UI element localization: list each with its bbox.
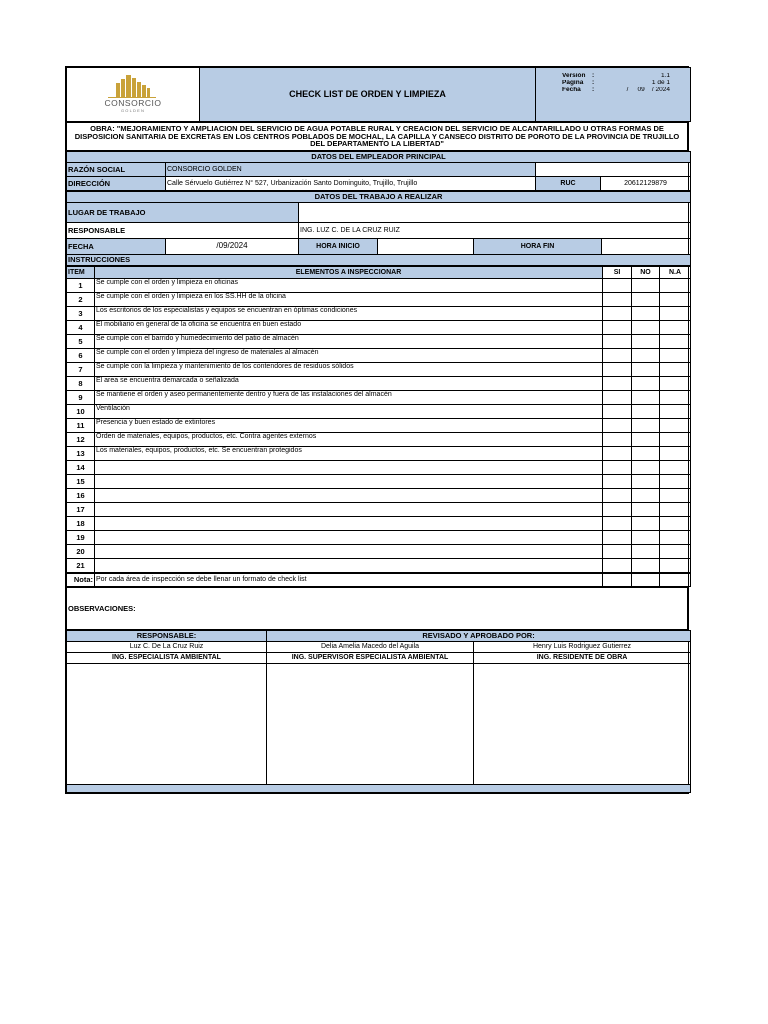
item-number: 20 [67, 545, 95, 559]
responsable-header: RESPONSABLE: [67, 631, 267, 642]
item-text: Los escritorios de los especialistas y equipos se encuentran en óptimas condiciones [95, 307, 603, 321]
hora-fin-label: HORA FIN [474, 239, 602, 255]
na-checkbox[interactable] [660, 489, 691, 503]
no-checkbox[interactable] [632, 419, 660, 433]
si-checkbox[interactable] [603, 433, 632, 447]
item-text [95, 517, 603, 531]
na-checkbox[interactable] [660, 391, 691, 405]
item-text: Se cumple con el orden y limpieza en los SS.HH de la oficina [95, 293, 603, 307]
si-checkbox[interactable] [603, 363, 632, 377]
item-text [95, 489, 603, 503]
item-number: 3 [67, 307, 95, 321]
work-table [66, 191, 691, 266]
hora-inicio-value[interactable] [378, 239, 474, 255]
checklist-row [67, 503, 691, 517]
no-checkbox[interactable] [632, 363, 660, 377]
checklist-row [67, 405, 691, 419]
si-checkbox[interactable] [603, 447, 632, 461]
si-checkbox[interactable] [603, 461, 632, 475]
observations-label: OBSERVACIONES: [67, 588, 688, 630]
item-number: 6 [67, 349, 95, 363]
col-na: N.A [660, 267, 691, 279]
signer-role-3: ING. RESIDENTE DE OBRA [474, 653, 691, 664]
item-text [95, 461, 603, 475]
no-checkbox[interactable] [632, 517, 660, 531]
na-checkbox[interactable] [660, 321, 691, 335]
version-table [562, 73, 670, 93]
colon: : [592, 86, 595, 93]
lugar-trabajo-value[interactable] [299, 203, 691, 223]
si-checkbox[interactable] [603, 419, 632, 433]
version-label: Versión [562, 73, 586, 79]
page-value: 1 de 1 [651, 79, 670, 86]
checklist-row [67, 293, 691, 307]
checklist-row [67, 349, 691, 363]
hora-inicio-label: HORA INICIO [299, 239, 378, 255]
si-checkbox[interactable] [603, 349, 632, 363]
no-checkbox[interactable] [632, 405, 660, 419]
item-number: 4 [67, 321, 95, 335]
si-checkbox[interactable] [603, 517, 632, 531]
na-checkbox[interactable] [660, 335, 691, 349]
note-si [603, 574, 632, 587]
observations-table [66, 587, 688, 630]
checklist-header-row [67, 267, 691, 279]
signer-name-2: Delia Amelia Macedo del Aguila [267, 642, 474, 653]
na-checkbox[interactable] [660, 517, 691, 531]
checklist-row [67, 559, 691, 573]
no-checkbox[interactable] [632, 531, 660, 545]
item-text: Se cumple con la limpieza y mantenimiento de los contendores de residuos sólidos [95, 363, 603, 377]
note-label: Nota: [67, 574, 95, 587]
no-checkbox[interactable] [632, 545, 660, 559]
no-checkbox[interactable] [632, 433, 660, 447]
consorcio-golden-logo [88, 73, 178, 113]
col-si: SI [603, 267, 632, 279]
si-checkbox[interactable] [603, 405, 632, 419]
header-table [66, 67, 691, 122]
item-text [95, 503, 603, 517]
no-checkbox[interactable] [632, 461, 660, 475]
note-na [660, 574, 691, 587]
obra-table [66, 122, 688, 151]
page-label: Página [562, 79, 584, 86]
item-text: El mobiliario en general de la oficina se encuentra en buen estado [95, 321, 603, 335]
checklist-row [67, 279, 691, 293]
item-number: 14 [67, 461, 95, 475]
na-checkbox[interactable] [660, 279, 691, 293]
logo-line2: GOLDEN [120, 108, 146, 114]
item-number: 13 [67, 447, 95, 461]
si-checkbox[interactable] [603, 279, 632, 293]
item-number: 10 [67, 405, 95, 419]
na-checkbox[interactable] [660, 447, 691, 461]
no-checkbox[interactable] [632, 349, 660, 363]
si-checkbox[interactable] [603, 489, 632, 503]
item-number: 15 [67, 475, 95, 489]
note-table [66, 573, 691, 587]
no-checkbox[interactable] [632, 489, 660, 503]
na-checkbox[interactable] [660, 349, 691, 363]
logo-line1: CONSORCIO [104, 98, 162, 109]
item-text: Se mantiene el orden y aseo permanentemente dentro y fuera de las instalaciones del almacén [95, 391, 603, 405]
checklist-row [67, 517, 691, 531]
fecha-value[interactable]: /09/2024 [166, 239, 299, 255]
employer-table [66, 151, 691, 191]
na-checkbox[interactable] [660, 405, 691, 419]
revisado-header: REVISADO Y APROBADO POR: [267, 631, 691, 642]
signature-box-1[interactable] [67, 664, 267, 785]
razon-social-label: RAZÓN SOCIAL [67, 163, 166, 177]
note-text: Por cada área de inspección se debe llenar un formato de check list [95, 574, 603, 587]
direccion-value: Calle Sérvuelo Gutiérrez N° 527, Urbanización Santo Dominguito, Trujillo, Trujillo [166, 177, 536, 191]
version-block [536, 68, 691, 122]
si-checkbox[interactable] [603, 335, 632, 349]
item-text [95, 531, 603, 545]
note-no [632, 574, 660, 587]
na-checkbox[interactable] [660, 559, 691, 573]
responsable-label: RESPONSABLE [67, 223, 299, 239]
na-checkbox[interactable] [660, 363, 691, 377]
item-number: 19 [67, 531, 95, 545]
ruc-label: RUC [536, 177, 601, 191]
na-checkbox[interactable] [660, 433, 691, 447]
si-checkbox[interactable] [603, 293, 632, 307]
checklist-row [67, 489, 691, 503]
signer-name-3: Henry Luis Rodriguez Gutierrez [474, 642, 691, 653]
checklist-table [66, 266, 691, 573]
item-text: Se cumple con el orden y limpieza en oficinas [95, 279, 603, 293]
fecha-label: FECHA [67, 239, 166, 255]
razon-blank [536, 163, 691, 177]
na-checkbox[interactable] [660, 293, 691, 307]
colon: : [592, 73, 595, 79]
no-checkbox[interactable] [632, 559, 660, 573]
na-checkbox[interactable] [660, 419, 691, 433]
item-number: 8 [67, 377, 95, 391]
si-checkbox[interactable] [603, 307, 632, 321]
ruc-value: 20612129879 [601, 177, 691, 191]
no-checkbox[interactable] [632, 377, 660, 391]
signature-box-2[interactable] [267, 664, 474, 785]
checklist-row [67, 531, 691, 545]
na-checkbox[interactable] [660, 545, 691, 559]
logo-cell [67, 68, 200, 122]
signatures-table [66, 630, 691, 793]
date-label: Fecha [562, 86, 581, 93]
item-text [95, 475, 603, 489]
checklist-row [67, 377, 691, 391]
item-number: 17 [67, 503, 95, 517]
item-number: 9 [67, 391, 95, 405]
si-checkbox[interactable] [603, 391, 632, 405]
item-number: 21 [67, 559, 95, 573]
col-item: ITEM [67, 267, 95, 279]
version-value: 1.1 [660, 73, 670, 79]
signature-box-3[interactable] [474, 664, 691, 785]
signer-name-1: Luz C. De La Cruz Ruiz [67, 642, 267, 653]
checklist-row [67, 363, 691, 377]
checklist-row [67, 461, 691, 475]
no-checkbox[interactable] [632, 391, 660, 405]
responsable-value[interactable]: ING. LUZ C. DE LA CRUZ RUIZ [299, 223, 691, 239]
item-number: 11 [67, 419, 95, 433]
checklist-row [67, 545, 691, 559]
item-text: Se cumple con el barrido y humedecimiento del patio de almacén [95, 335, 603, 349]
no-checkbox[interactable] [632, 279, 660, 293]
no-checkbox[interactable] [632, 475, 660, 489]
document-title: CHECK LIST DE ORDEN Y LIMPIEZA [200, 68, 536, 122]
item-number: 1 [67, 279, 95, 293]
checklist-row [67, 475, 691, 489]
si-checkbox[interactable] [603, 531, 632, 545]
no-checkbox[interactable] [632, 307, 660, 321]
item-number: 5 [67, 335, 95, 349]
checklist-row [67, 433, 691, 447]
item-text: Presencia y buen estado de extintores [95, 419, 603, 433]
col-no: NO [632, 267, 660, 279]
date-value: / 09 / 2024 [626, 86, 670, 93]
si-checkbox[interactable] [603, 475, 632, 489]
si-checkbox[interactable] [603, 545, 632, 559]
item-number: 2 [67, 293, 95, 307]
item-number: 12 [67, 433, 95, 447]
checklist-row [67, 391, 691, 405]
checklist-row [67, 307, 691, 321]
item-text: Orden de materiales, equipos, productos, etc. Contra agentes externos [95, 433, 603, 447]
si-checkbox[interactable] [603, 377, 632, 391]
item-text: Se cumple con el orden y limpieza del ingreso de materiales al almacén [95, 349, 603, 363]
footer-bar [67, 785, 691, 793]
checklist-row [67, 321, 691, 335]
no-checkbox[interactable] [632, 321, 660, 335]
colon: : [592, 79, 595, 86]
item-number: 7 [67, 363, 95, 377]
na-checkbox[interactable] [660, 307, 691, 321]
na-checkbox[interactable] [660, 377, 691, 391]
na-checkbox[interactable] [660, 475, 691, 489]
item-number: 16 [67, 489, 95, 503]
na-checkbox[interactable] [660, 531, 691, 545]
employer-section-title: DATOS DEL EMPLEADOR PRINCIPAL [67, 152, 691, 163]
obra-description: OBRA: "MEJORAMIENTO Y AMPLIACION DEL SERVICIO DE AGUA POTABLE RURAL Y CREACION DEL SERVICIO DE ALCANTARILLADO U OTRAS FORMAS DE DISPOSICION SANITARIA DE EXCRETAS EN LOS CENTROS POBLADOS DE MOCHAL, LA CAPILLA Y CANSECO DISTRITO DE POROTO DE LA PROVINCIA DE TRUJILLO DEL DEPARTAMENTO LA LIBERTAD" [67, 123, 688, 151]
signer-role-2: ING. SUPERVISOR ESPECIALISTA AMBIENTAL [267, 653, 474, 664]
na-checkbox[interactable] [660, 503, 691, 517]
item-text [95, 559, 603, 573]
item-text: Los materiales, equipos, productos, etc. Se encuentran protegidos [95, 447, 603, 461]
checklist-form [65, 66, 689, 794]
si-checkbox[interactable] [603, 503, 632, 517]
si-checkbox[interactable] [603, 321, 632, 335]
no-checkbox[interactable] [632, 293, 660, 307]
instructions-label: INSTRUCCIONES [67, 255, 691, 266]
work-section-title: DATOS DEL TRABAJO A REALIZAR [67, 192, 691, 203]
item-text: Ventilación [95, 405, 603, 419]
hora-fin-value[interactable] [602, 239, 691, 255]
lugar-trabajo-label: LUGAR DE TRABAJO [67, 203, 299, 223]
checklist-row [67, 335, 691, 349]
item-number: 18 [67, 517, 95, 531]
no-checkbox[interactable] [632, 503, 660, 517]
razon-social-value: CONSORCIO GOLDEN [166, 163, 536, 177]
col-elements: ELEMENTOS A INSPECCIONAR [95, 267, 603, 279]
na-checkbox[interactable] [660, 461, 691, 475]
signer-role-1: ING. ESPECIALISTA AMBIENTAL [67, 653, 267, 664]
checklist-row [67, 419, 691, 433]
no-checkbox[interactable] [632, 447, 660, 461]
si-checkbox[interactable] [603, 559, 632, 573]
item-text: El area se encuentra demarcada o señalizada [95, 377, 603, 391]
no-checkbox[interactable] [632, 335, 660, 349]
checklist-row [67, 447, 691, 461]
direccion-label: DIRECCIÓN [67, 177, 166, 191]
item-text [95, 545, 603, 559]
